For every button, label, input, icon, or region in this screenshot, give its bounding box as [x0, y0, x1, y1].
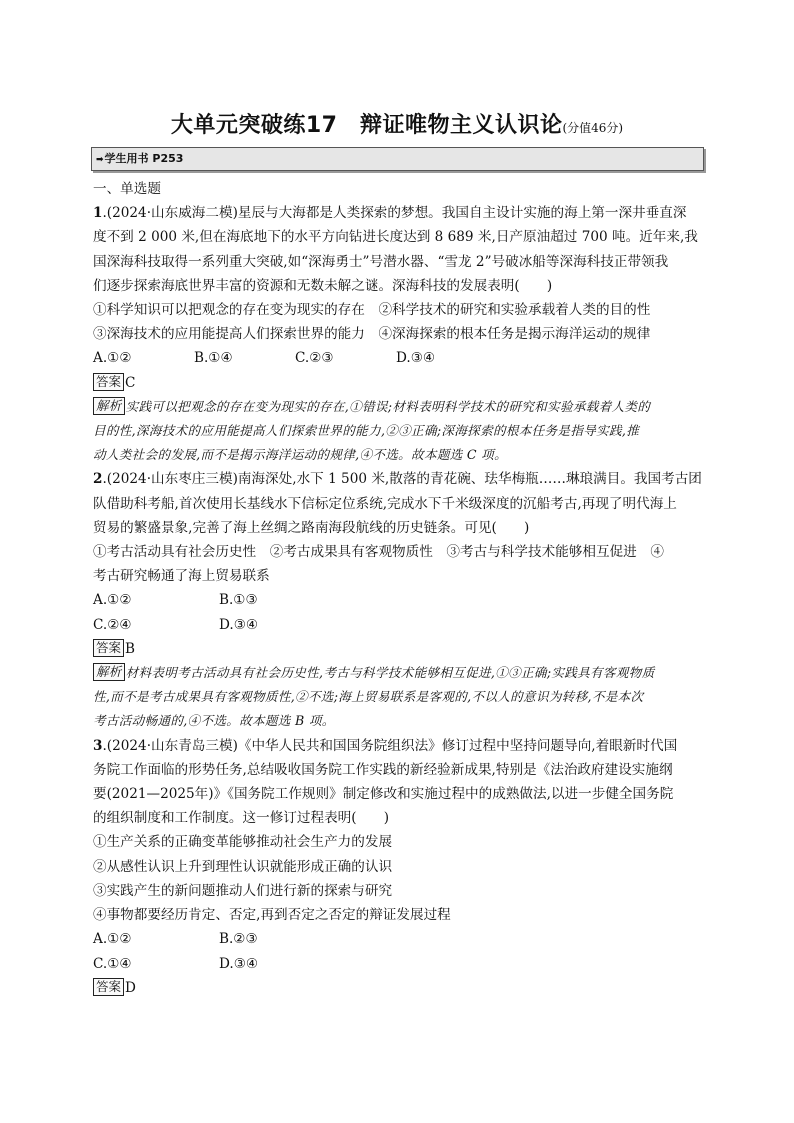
option-a: A.①② [93, 350, 132, 367]
options [93, 588, 705, 612]
explanation-line: 目的性,深海技术的应用能提高人们探索世界的能力,②③正确;深海探索的根本任务是指导实践,推 [93, 423, 640, 439]
question-stem-line: 度不到 2 000 米,但在海底地下的水平方向钻进长度达到 8 689 米,日产原油超过 700 吨。近年来,我 [93, 229, 698, 246]
explanation-text: 实践可以把观念的存在变为现实的存在,①错误;材料表明科学技术的研究和实验承载着人类的 [125, 398, 651, 414]
statement-line: ①生产关系的正确变革能够推动社会生产力的发展 [93, 834, 393, 851]
statement-line: ①考古活动具有社会历史性 ②考古成果具有客观物质性 ③考古与科学技术能够相互促进 ④ [93, 544, 664, 561]
answer-value: B [125, 640, 136, 657]
score-note: (分值46分) [562, 121, 624, 135]
answer-row [93, 637, 705, 661]
option-d: D.③④ [219, 955, 259, 972]
section-title: 一、单选题 [93, 181, 161, 197]
question-stem-line: 国深海科技取得一系列重大突破,如“深海勇士”号潜水器、“雪龙 2”号破冰船等深海科技正带领我 [93, 253, 669, 270]
question-1 [93, 201, 705, 467]
option-d: D.③④ [396, 350, 436, 367]
option-c: C.②③ [295, 350, 334, 367]
question-stem-line: 的组织制度和工作制度。这一修订过程表明( ) [93, 810, 390, 827]
book-reference: 学生用书 P253 [104, 152, 184, 165]
option-a: A.①② [93, 592, 132, 609]
option-c: C.②④ [93, 616, 132, 633]
option-b: B.①④ [194, 350, 233, 367]
options [93, 346, 705, 370]
explanation-line [93, 661, 705, 685]
statement-line: ①科学知识可以把观念的存在变为现实的存在 ②科学技术的研究和实验承载着人类的目的性 [93, 302, 651, 319]
question-stem-line: .(2024·山东枣庄三模)南海深处,水下 1 500 米,散落的青花碗、珐华梅瓶……琳琅满目。我国考古团 [102, 471, 702, 488]
question-3 [93, 734, 705, 1000]
question-stem-line: .(2024·山东青岛三模)《中华人民共和国国务院组织法》修订过程中坚持问题导向,着眼新时代国 [102, 737, 678, 754]
answer-row [93, 371, 705, 395]
explanation-line [93, 395, 705, 419]
explanation-tag: 解析 [93, 663, 125, 681]
statement-line: ③深海技术的应用能提高人们探索世界的能力 ④深海探索的根本任务是揭示海洋运动的规律 [93, 326, 651, 343]
options [93, 952, 705, 976]
option-d: D.③④ [219, 616, 259, 633]
statement-line: ②从感性认识上升到理性认识就能形成正确的认识 [93, 858, 393, 875]
title-text: 大单元突破练17 辩证唯物主义认识论 [170, 113, 563, 138]
question-stem-line: 要(2021—2025年)》《国务院工作规则》制定修改和实施过程中的成熟做法,以进一步健全国务院 [93, 786, 674, 803]
content [93, 177, 705, 1000]
statement-line: ④事物都要经历肯定、否定,再到否定之否定的辩证发展过程 [93, 907, 451, 924]
answer-tag: 答案 [93, 978, 124, 996]
options [93, 613, 705, 637]
explanation-line: 动人类社会的发展,而不是揭示海洋运动的规律,④不选。故本题选 C 项。 [93, 447, 507, 463]
question-stem-line: 务院工作面临的形势任务,总结吸收国务院工作实践的新经验新成果,特别是《法治政府建设实施纲 [93, 761, 673, 778]
answer-tag: 答案 [93, 373, 124, 391]
question-number: 3 [93, 737, 103, 754]
question-stem-line: 队借助科考船,首次使用长基线水下信标定位系统,完成水下千米级深度的沉船考古,再现了明代海上 [93, 495, 677, 512]
question-2 [93, 467, 705, 733]
statement-line: ③实践产生的新问题推动人们进行新的探索与研究 [93, 882, 393, 899]
option-c: C.①④ [93, 955, 132, 972]
answer-row [93, 976, 705, 1000]
question-stem-line: 们逐步探索海底世界丰富的资源和无数未解之谜。深海科技的发展表明( ) [93, 277, 553, 294]
arrow-icon: ➡ [96, 155, 104, 165]
explanation-tag: 解析 [93, 397, 125, 415]
answer-tag: 答案 [93, 639, 124, 657]
option-a: A.①② [93, 931, 132, 948]
statement-line: 考古研究畅通了海上贸易联系 [93, 568, 270, 585]
question-stem-line: 贸易的繁盛景象,完善了海上丝绸之路南海段航线的历史链条。可见( ) [93, 519, 530, 536]
explanation-text: 材料表明考古活动具有社会历史性,考古与科学技术能够相互促进,①③正确;实践具有客观物质 [125, 665, 655, 681]
options [93, 927, 705, 951]
answer-value: C [125, 374, 136, 391]
question-number: 1 [93, 205, 103, 222]
option-b: B.②③ [219, 931, 258, 948]
question-stem-line: .(2024·山东威海二模)星辰与大海都是人类探索的梦想。我国自主设计实施的海上第一深井垂直深 [102, 205, 687, 222]
explanation-line: 性,而不是考古成果具有客观物质性,②不选;海上贸易联系是客观的,不以人的意识为转移,不是本次 [93, 689, 644, 705]
question-number: 2 [93, 471, 103, 488]
option-b: B.①③ [219, 592, 258, 609]
explanation-line: 考古活动畅通的,④不选。故本题选 B 项。 [93, 713, 335, 729]
answer-value: D [125, 979, 136, 996]
page-title [0, 108, 794, 139]
book-reference-bar [91, 147, 704, 171]
